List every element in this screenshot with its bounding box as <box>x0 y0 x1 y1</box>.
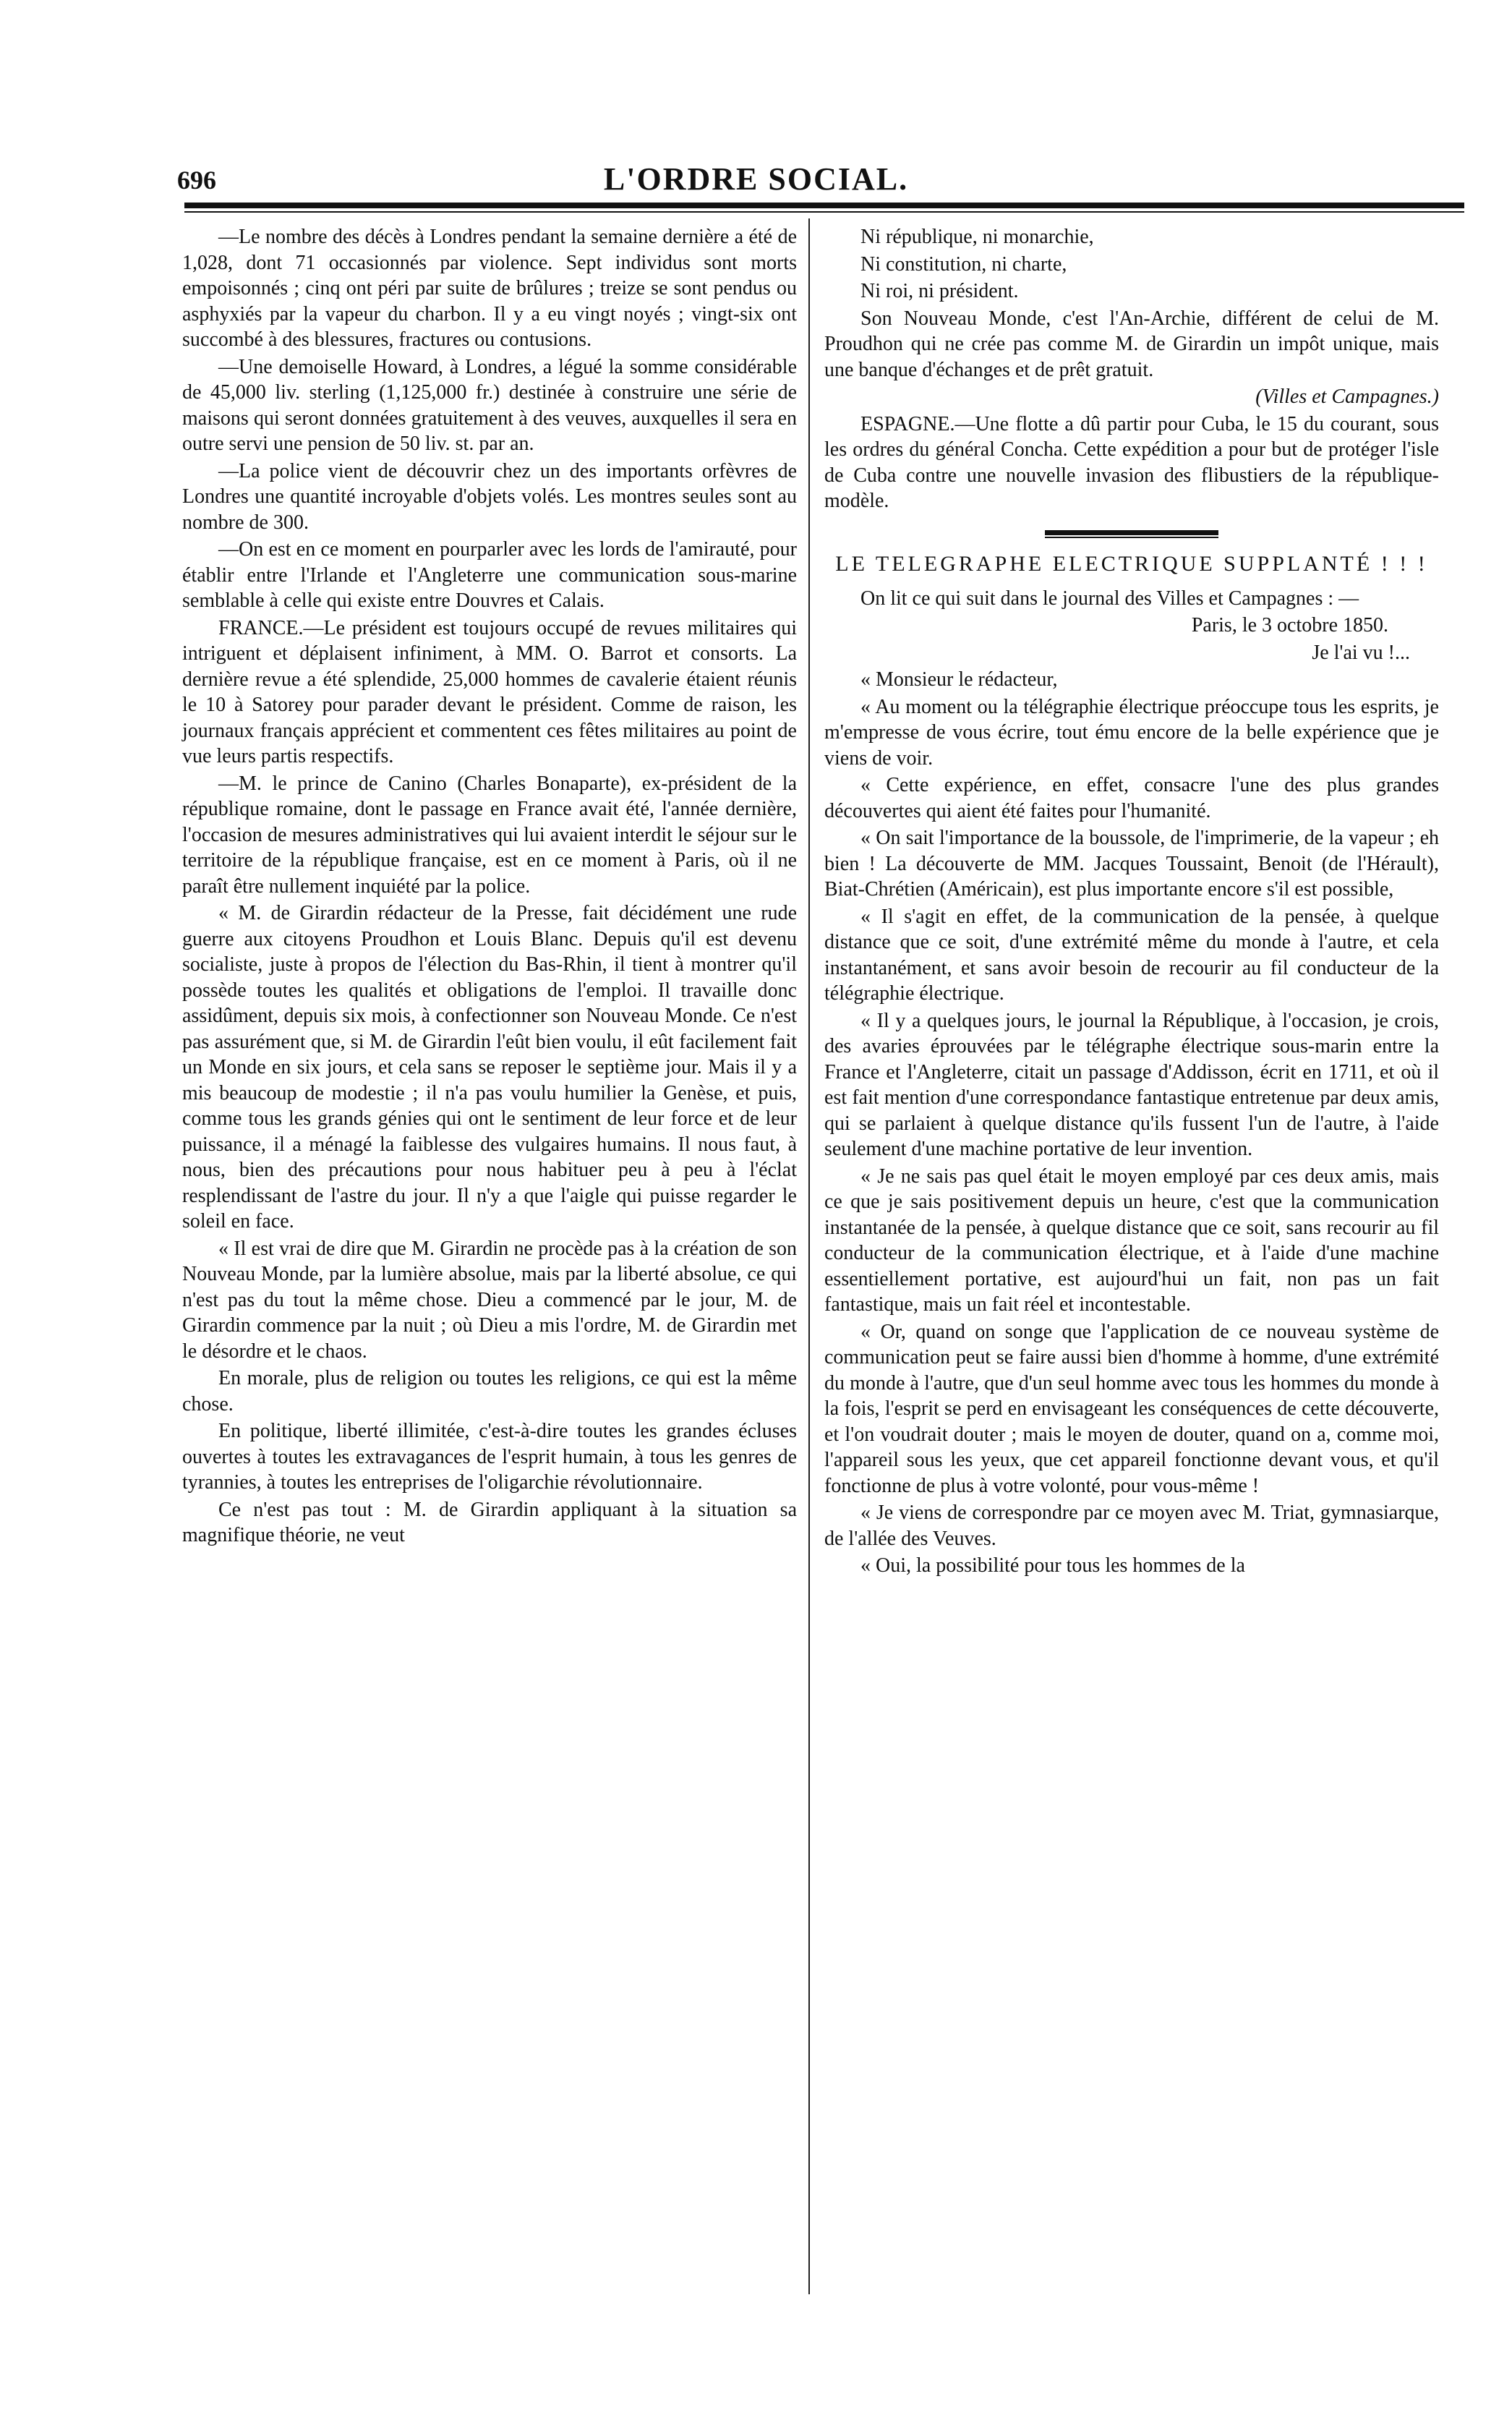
header-rule-thin <box>184 211 1464 213</box>
left-column <box>182 224 797 1550</box>
letter-paragraph: « On sait l'importance de la boussole, de l'imprimerie, de la vapeur ; eh bien ! La découverte de MM. Jacques Toussaint, Benoit (de l'Hérault), Biat-Chrétien (Américain), est plus importante encore s'il est possible, <box>824 827 1439 900</box>
verse-line: Ni constitution, ni charte, <box>860 252 1067 276</box>
letter-paragraph: « Cette expérience, en effet, consacre l'une des plus grandes découvertes qui aient été faites pour l'humanité. <box>824 774 1439 822</box>
dateline: Paris, le 3 octobre 1850. <box>1191 614 1388 636</box>
column-divider <box>808 218 810 2294</box>
right-column <box>824 224 1439 1580</box>
news-paragraph: —M. le prince de Canino (Charles Bonaparte), ex-président de la république romaine, dont le passage en France avait été, l'année dernière, l'occasion de mesures administratives qui lui avaient interdit le séjour sur le territoire de la république française, est en ce moment à Paris, où il ne paraît être nullement inquiété par la police. <box>182 772 797 898</box>
source-credit: (Villes et Campagnes.) <box>1255 386 1439 408</box>
dateline-exclamation: Je l'ai vu !... <box>1312 641 1410 664</box>
news-paragraph: —On est en ce moment en pourparler avec les lords de l'amirauté, pour établir entre l'Irlande et l'Angleterre une communication sous-marine semblable à celle qui existe entre Douvres et Calais. <box>182 538 797 612</box>
salutation: « Monsieur le rédacteur, <box>860 668 1058 691</box>
news-paragraph: Son Nouveau Monde, c'est l'An-Archie, différent de celui de M. Proudhon qui ne crée pas comme M. de Girardin un impôt unique, mais une banque d'échanges et de prêt gratuit. <box>824 307 1439 381</box>
news-paragraph: ESPAGNE.—Une flotte a dû partir pour Cuba, le 15 du courant, sous les ordres du général Concha. Cette expédition a pour but de protéger l'isle de Cuba contre une nouvelle invasion des flibustiers de la république-modèle. <box>824 412 1439 512</box>
news-paragraph: —La police vient de découvrir chez un des importants orfèvres de Londres une quantité incroyable d'objets volés. Les montres seules sont au nombre de 300. <box>182 459 797 534</box>
letter-paragraph: « Oui, la possibilité pour tous les hommes de la <box>860 1554 1245 1577</box>
news-paragraph: Ce n'est pas tout : M. de Girardin appliquant à la situation sa magnifique théorie, ne veut <box>182 1498 797 1546</box>
header-rule <box>184 203 1464 208</box>
letter-paragraph: « Il s'agit en effet, de la communication de la pensée, à quelque distance que ce soit, d'une extrémité même du monde à l'autre, et cela instantanément, et sans avoir besoin de recourir au fil conducteur de la télégraphie électrique. <box>824 905 1439 1005</box>
letter-paragraph: « Au moment ou la télégraphie électrique préoccupe tous les esprits, je m'empresse de vous écrire, tout ému encore de la belle expérience que je viens de voir. <box>824 695 1439 770</box>
page-number: 696 <box>177 166 216 195</box>
news-paragraph: FRANCE.—Le président est toujours occupé de revues militaires qui intriguent et déplaisent infiniment, à MM. O. Barrot et consorts. La dernière revue a été splendide, 25,000 hommes de cavalerie étaient réunis le 10 à Satorey pour parader devant le président. Comme de raison, les journaux français apprécient et commentent ces fêtes militaires au point de vue leurs partis respectifs. <box>182 616 797 767</box>
article-title: LE TELEGRAPHE ELECTRIQUE SUPPLANTÉ ! ! ! <box>835 551 1428 576</box>
verse-line: Ni république, ni monarchie, <box>860 226 1094 248</box>
section-rule-thin <box>1045 537 1218 538</box>
letter-paragraph: « Or, quand on songe que l'application de ce nouveau système de communication peut se faire aussi bien d'homme à homme, d'une extrémité du monde à l'autre, que d'un seul homme avec tous les hommes du monde à la fois, l'esprit se perd en envisageant les conséquences de cette découverte, et l'on voudrait douter ; mais le moyen de douter, quand on a, comme moi, l'appareil sous les yeux, que cet appareil fonctionne devant vous, et qu'il fonctionne de plus à votre volonté, pour vous-même ! <box>824 1320 1439 1497</box>
letter-paragraph: « Il y a quelques jours, le journal la République, à l'occasion, je crois, des avaries éprouvées par le télégraphe électrique sous-marin entre la France et l'Angleterre, citait un passage d'Addisson, écrit en 1711, et où il est fait mention d'une correspondance fantastique entretenue par deux amis, qui se parlaient à quelque distance qu'ils fussent l'un de l'autre, à l'aide seulement d'une machine portative de leur invention. <box>824 1009 1439 1160</box>
letter-paragraph: « Je viens de correspondre par ce moyen avec M. Triat, gymnasiarque, de l'allée des Veuves. <box>824 1502 1439 1550</box>
news-paragraph: —Le nombre des décès à Londres pendant la semaine dernière a été de 1,028, dont 71 occasionnés par violence. Sept individus sont morts empoisonnés ; cinq ont péri par suite de brûlures ; treize se sont pendus ou asphyxiés par la vapeur du charbon. Il y a eu vingt noyés ; vingt-six ont succombé à des blessures, fractures ou contusions. <box>182 226 797 351</box>
letter-paragraph: « Je ne sais pas quel était le moyen employé par ces deux amis, mais ce que je sais positivement depuis un heure, c'est que la communication instantanée de la pensée, à quelque distance que ce soit, sans recourir au fil conducteur de la communication électrique, et à l'aide d'une machine essentiellement portative, est aujourd'hui un fait, non pas un fait fantastique, mais un fait réel et incontestable. <box>824 1164 1439 1316</box>
news-paragraph: « Il est vrai de dire que M. Girardin ne procède pas à la création de son Nouveau Monde, par la lumière absolue, mais par la liberté absolue, ce qui n'est pas du tout la même chose. Dieu a commencé par le jour, M. de Girardin commence par la nuit ; où Dieu a mis l'ordre, M. de Girardin met le désordre et le chaos. <box>182 1237 797 1363</box>
news-paragraph: En politique, liberté illimitée, c'est-à-dire toutes les grandes écluses ouvertes à toutes les extravagances de l'esprit humain, à tous les genres de tyrannies, à toutes les entreprises de l'oligarchie révolutionnaire. <box>182 1420 797 1494</box>
running-title: L'ORDRE SOCIAL. <box>603 161 909 197</box>
section-rule <box>1045 530 1218 535</box>
news-paragraph: —Une demoiselle Howard, à Londres, a légué la somme considérable de 45,000 liv. sterling (1,125,000 fr.) destinée à construire une série de maisons qui seront données gratuitement à des veuves, auxquelles il sera en outre servi une pension de 50 liv. st. par an. <box>182 355 797 455</box>
news-paragraph: En morale, plus de religion ou toutes les religions, ce qui est la même chose. <box>182 1367 797 1415</box>
verse-line: Ni roi, ni président. <box>860 280 1019 302</box>
news-paragraph: On lit ce qui suit dans le journal des Villes et Campagnes : — <box>860 587 1359 610</box>
news-paragraph: « M. de Girardin rédacteur de la Presse, fait décidément une rude guerre aux citoyens Proudhon et Louis Blanc. Depuis qu'il est devenu socialiste, juste à propos de l'élection du Bas-Rhin, il tient à montrer qu'il possède toutes les qualités et obligations de l'emploi. Il travaille donc assidûment, depuis six mois, à confectionner son Nouveau Monde. Ce n'est pas assurément que, si M. de Girardin l'eût bien voulu, il eût facilement fait un Monde en six jours, et cela sans se reposer le septième jour. Mais il y a mis beaucoup de modestie ; il n'a pas voulu humilier la Genèse, et puis, comme tous les grands génies qui ont le sentiment de leur force et de leur puissance, il a ménagé la faiblesse des vulgaires humains. Il nous faut, à nous, bien des précautions pour nous habituer peu à peu à l'éclat resplendissant de l'astre du jour. Il n'y a que l'aigle qui puisse regarder le soleil en face. <box>182 902 797 1232</box>
